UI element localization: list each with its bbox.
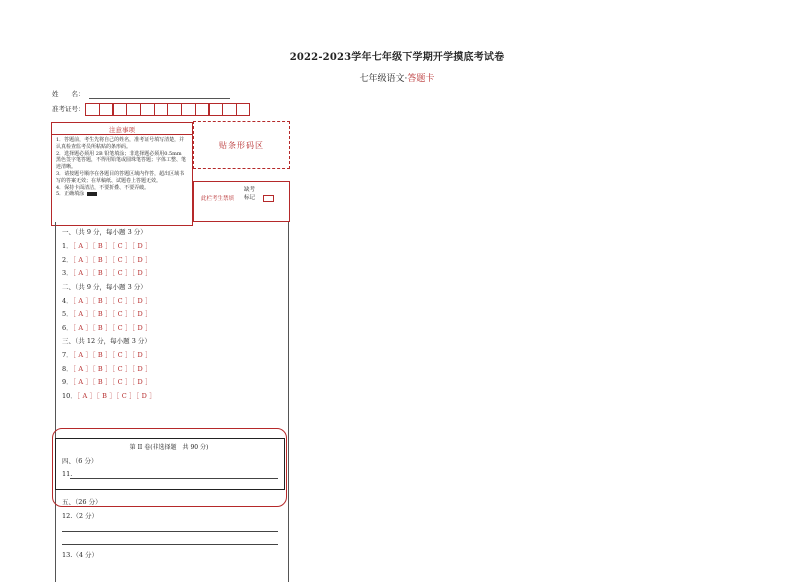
exam-id-cells[interactable] bbox=[86, 103, 250, 116]
question-row[interactable] bbox=[62, 350, 152, 359]
question-row[interactable] bbox=[62, 309, 152, 318]
exam-id-cell[interactable] bbox=[209, 103, 224, 116]
question-row[interactable] bbox=[62, 364, 152, 373]
question-number: 6． bbox=[62, 324, 73, 332]
notice-item-5 bbox=[56, 191, 188, 198]
notice-item-2: 2．选择题必须用 2B 铅笔填涂；非选择题必须用0.5mm 黑色签字笔答题，不得用铅笔或圆珠笔答题；字体工整、笔迹清晰。 bbox=[56, 150, 187, 171]
question-number: 1． bbox=[62, 242, 73, 250]
question-row[interactable] bbox=[62, 391, 156, 400]
options[interactable]: ［ A ］［ B ］［ C ］［ D ］ bbox=[72, 297, 152, 305]
exam-id-cell[interactable] bbox=[222, 103, 237, 116]
answer-line[interactable] bbox=[62, 531, 278, 532]
notice-item-4: 4．保持卡面清洁，不要折叠、不要弄破。 bbox=[56, 184, 150, 191]
absent-mark-line1: 缺考 bbox=[244, 187, 256, 193]
notice-item-1: 1．答题前，考生先将自己的姓名，准考证号填写清楚，并认真检查监考员所粘贴的条形码。 bbox=[56, 137, 185, 150]
subtitle-answer-card: 答题卡 bbox=[407, 74, 435, 84]
question-row[interactable] bbox=[62, 255, 152, 264]
question-number: 10． bbox=[62, 392, 77, 400]
notice-box bbox=[51, 122, 193, 226]
absent-mark-line2: 标记 bbox=[244, 195, 256, 201]
name-label: 姓 名： bbox=[52, 90, 85, 98]
absent-mark-label bbox=[244, 186, 255, 202]
barcode-area: 贴条形码区 bbox=[193, 121, 290, 169]
section-3-label: 三、（共 12 分，每小题 3 分） bbox=[62, 337, 151, 345]
answer-line[interactable] bbox=[62, 544, 278, 545]
options[interactable]: ［ A ］［ B ］［ C ］［ D ］ bbox=[72, 256, 152, 264]
question-number: 3． bbox=[62, 269, 73, 277]
exam-id-cell[interactable] bbox=[99, 103, 114, 116]
subtitle-subject: 七年级语文· bbox=[359, 74, 408, 84]
question-row[interactable] bbox=[62, 268, 152, 277]
answer-sheet-subtitle bbox=[0, 71, 794, 84]
section-4-label: 四、（6 分） bbox=[62, 457, 98, 465]
question-number: 7． bbox=[62, 351, 73, 359]
section-1-label: 一、（共 9 分，每小题 3 分） bbox=[62, 228, 147, 236]
options[interactable]: ［ A ］［ B ］［ C ］［ D ］ bbox=[72, 269, 152, 277]
exam-id-cell[interactable] bbox=[126, 103, 141, 116]
exam-id-cell[interactable] bbox=[113, 103, 128, 116]
notice-title: 注意事项 bbox=[52, 123, 192, 135]
options[interactable]: ［ A ］［ B ］［ C ］［ D ］ bbox=[72, 242, 152, 250]
exam-id-cell[interactable] bbox=[167, 103, 182, 116]
question-12-label: 12.（2 分） bbox=[62, 512, 99, 520]
exam-id-cell[interactable] bbox=[154, 103, 169, 116]
exam-id-label: 准考证号： bbox=[52, 105, 85, 113]
options[interactable]: ［ A ］［ B ］［ C ］［ D ］ bbox=[72, 324, 152, 332]
question-row[interactable] bbox=[62, 296, 152, 305]
notice-item-3: 3．请按题号顺序在各题目的答题区域内作答，超出区域书写的答案无效；在草稿纸、试题卷上答题无效。 bbox=[56, 170, 185, 184]
question-number: 8． bbox=[62, 365, 73, 373]
question-row[interactable] bbox=[62, 323, 152, 332]
question-number: 5． bbox=[62, 310, 73, 318]
absent-mark-checkbox[interactable] bbox=[263, 195, 274, 202]
exam-id-cell[interactable] bbox=[85, 103, 100, 116]
question-row[interactable] bbox=[62, 241, 152, 250]
options[interactable]: ［ A ］［ B ］［ C ］［ D ］ bbox=[72, 365, 152, 373]
options[interactable]: ［ A ］［ B ］［ C ］［ D ］ bbox=[76, 392, 156, 400]
question-11-label: 11. bbox=[62, 470, 73, 478]
correct-fill-sample bbox=[87, 192, 97, 196]
exam-id-cell[interactable] bbox=[195, 103, 210, 116]
correct-fill-label: 5．正确填涂 bbox=[56, 191, 85, 198]
notice-body bbox=[52, 135, 192, 200]
section-5-label: 五、（26 分） bbox=[62, 498, 102, 506]
question-number: 2． bbox=[62, 256, 73, 264]
exam-title: 2022-2023学年七年级下学期开学摸底考试卷 bbox=[289, 52, 505, 63]
section-2-label: 二、（共 9 分，每小题 3 分） bbox=[62, 283, 147, 291]
name-field[interactable] bbox=[89, 98, 230, 99]
answer-line[interactable] bbox=[70, 478, 278, 479]
question-number: 9． bbox=[62, 378, 73, 386]
part2-title: 第 II 卷(非选择题 共 90 分) bbox=[129, 444, 209, 451]
exam-id-cell[interactable] bbox=[140, 103, 155, 116]
absent-no-fill-label: 此栏考生禁填 bbox=[201, 196, 235, 202]
options[interactable]: ［ A ］［ B ］［ C ］［ D ］ bbox=[72, 310, 152, 318]
exam-id-cell[interactable] bbox=[236, 103, 251, 116]
options[interactable]: ［ A ］［ B ］［ C ］［ D ］ bbox=[72, 378, 152, 386]
question-number: 4． bbox=[62, 297, 73, 305]
question-13-label: 13.（4 分） bbox=[62, 551, 99, 559]
question-row[interactable] bbox=[62, 377, 152, 386]
options[interactable]: ［ A ］［ B ］［ C ］［ D ］ bbox=[72, 351, 152, 359]
exam-id-cell[interactable] bbox=[181, 103, 196, 116]
